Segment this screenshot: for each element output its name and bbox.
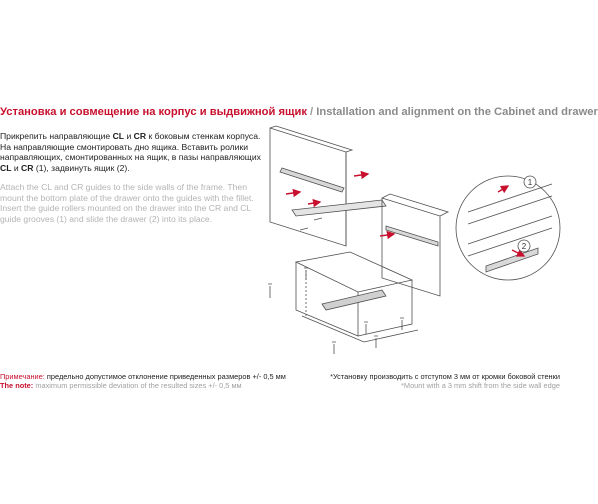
callout-2 <box>518 240 530 252</box>
drawer-bottom-rail <box>322 290 386 310</box>
note-en-text: maximum permissible deviation of the resulted sizes +/- 0,5 мм <box>33 381 242 390</box>
instr-ru-and: и <box>124 131 134 141</box>
guide-cl-label: CL <box>112 131 125 141</box>
cabinet-right-panel <box>382 198 440 296</box>
rail-cl <box>280 168 344 192</box>
instr-ru-part1: Прикрепить направляющие <box>0 131 113 141</box>
instr-ru-part3: (1), задвинуть ящик (2). <box>33 163 130 174</box>
instructions-ru <box>0 131 266 174</box>
svg-text:2: 2 <box>521 242 527 251</box>
assembly-illustration <box>262 120 560 366</box>
note-ru <box>0 372 286 381</box>
mount-note-en: *Mount with a 3 mm shift from the side wall edge <box>401 381 560 390</box>
rail-slide <box>292 200 386 216</box>
note-en-label: The note: <box>0 381 34 390</box>
mount-note-ru: *Установку производить с отступом 3 мм от кромки боковой стенки <box>330 372 560 381</box>
drawer-top <box>296 252 412 292</box>
note-en <box>0 381 242 390</box>
cabinet-left-panel-edge <box>270 126 352 152</box>
heading-en: Installation and alignment on the Cabinet and drawer <box>316 106 598 118</box>
instr-ru-part2: к боковым стенкам корпуса. На направляющие смонтировать дно ящика. Вставить ролики направляющих, смонтированных на ящик, в пазы направляющих <box>0 131 261 163</box>
section-heading <box>0 106 598 118</box>
instructions-en: Attach the CL and CR guides to the side walls of the frame. Then mount the bottom plate of the drawer onto the guides with the fillet. Insert the guide rollers mounted on the drawer into the CR and CL guide grooves (1) and slide the drawer (2) into its place. <box>0 182 254 225</box>
note-ru-label: Примечание: <box>0 372 45 381</box>
guide-cl-label-2: CL <box>0 163 12 174</box>
instr-ru-and-2: и <box>11 163 22 174</box>
rail-cr <box>386 226 438 246</box>
heading-ru: Установка и совмещение на корпус и выдвижной ящик <box>0 106 307 118</box>
direction-arrows <box>286 174 524 256</box>
svg-text:1: 1 <box>527 178 533 187</box>
guide-cr-label: CR <box>133 131 147 141</box>
guide-cr-label-2: CR <box>21 163 34 174</box>
note-ru-text: предельно допустимое отклонение приведенных размеров +/- 0,5 мм <box>44 372 286 381</box>
heading-separator: / <box>306 106 317 118</box>
callout-1 <box>524 176 536 188</box>
